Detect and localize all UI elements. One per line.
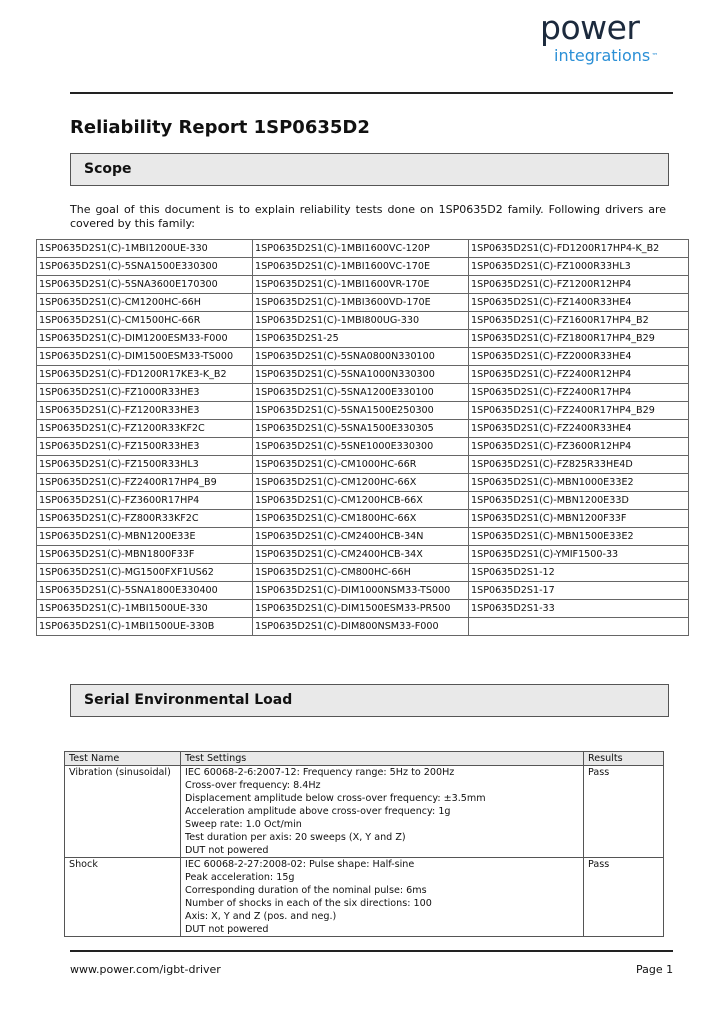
table-row bbox=[37, 420, 689, 438]
driver-cell: 1SP0635D2S1(C)-1MBI1600VR-170E bbox=[253, 276, 469, 294]
test-settings-cell bbox=[181, 858, 584, 937]
table-row bbox=[37, 528, 689, 546]
serial-heading: Serial Environmental Load bbox=[84, 692, 293, 708]
driver-cell: 1SP0635D2S1(C)-FZ1200R33KF2C bbox=[37, 420, 253, 438]
driver-cell: 1SP0635D2S1(C)-CM1200HCB-66X bbox=[253, 492, 469, 510]
column-header-test-name: Test Name bbox=[65, 752, 181, 766]
test-result-cell: Pass bbox=[584, 858, 664, 937]
driver-cell bbox=[469, 618, 689, 636]
drivers-table bbox=[36, 239, 689, 636]
table-row bbox=[37, 384, 689, 402]
driver-cell: 1SP0635D2S1(C)-FZ2400R17HP4_B29 bbox=[469, 402, 689, 420]
driver-cell: 1SP0635D2S1(C)-CM1000HC-66R bbox=[253, 456, 469, 474]
test-setting-line: DUT not powered bbox=[185, 924, 269, 935]
driver-cell: 1SP0635D2S1(C)-5SNA1200E330100 bbox=[253, 384, 469, 402]
table-row bbox=[37, 312, 689, 330]
table-row bbox=[37, 582, 689, 600]
test-setting-line: Peak acceleration: 15g bbox=[185, 872, 295, 883]
driver-cell: 1SP0635D2S1(C)-5SNA1500E250300 bbox=[253, 402, 469, 420]
footer-url: www.power.com/igbt-driver bbox=[70, 963, 221, 976]
test-setting-line: Number of shocks in each of the six directions: 100 bbox=[185, 898, 432, 909]
driver-cell: 1SP0635D2S1(C)-1MBI1600VC-120P bbox=[253, 240, 469, 258]
driver-cell: 1SP0635D2S1(C)-5SNA1800E330400 bbox=[37, 582, 253, 600]
driver-cell: 1SP0635D2S1(C)-DIM800NSM33-F000 bbox=[253, 618, 469, 636]
driver-cell: 1SP0635D2S1(C)-1MBI3600VD-170E bbox=[253, 294, 469, 312]
table-row bbox=[37, 330, 689, 348]
tests-header-row bbox=[65, 752, 664, 766]
driver-cell: 1SP0635D2S1(C)-MG1500FXF1US62 bbox=[37, 564, 253, 582]
table-row bbox=[37, 456, 689, 474]
driver-cell: 1SP0635D2S1(C)-FZ2400R33HE4 bbox=[469, 420, 689, 438]
driver-cell: 1SP0635D2S1(C)-CM2400HCB-34X bbox=[253, 546, 469, 564]
table-row bbox=[37, 492, 689, 510]
serial-section-header bbox=[70, 684, 669, 717]
driver-cell: 1SP0635D2S1(C)-1MBI1600VC-170E bbox=[253, 258, 469, 276]
scope-intro-text: The goal of this document is to explain reliability tests done on 1SP0635D2 family. Following drivers are covered by this family: bbox=[70, 203, 666, 230]
driver-cell: 1SP0635D2S1-25 bbox=[253, 330, 469, 348]
driver-cell: 1SP0635D2S1(C)-MBN1200F33F bbox=[469, 510, 689, 528]
driver-cell: 1SP0635D2S1(C)-FZ1800R17HP4_B29 bbox=[469, 330, 689, 348]
driver-cell: 1SP0635D2S1(C)-CM1800HC-66X bbox=[253, 510, 469, 528]
driver-cell: 1SP0635D2S1-33 bbox=[469, 600, 689, 618]
driver-cell: 1SP0635D2S1(C)-YMIF1500-33 bbox=[469, 546, 689, 564]
table-row bbox=[37, 438, 689, 456]
driver-cell: 1SP0635D2S1(C)-5SNA1000N330300 bbox=[253, 366, 469, 384]
driver-cell: 1SP0635D2S1(C)-FZ2000R33HE4 bbox=[469, 348, 689, 366]
test-setting-line: Corresponding duration of the nominal pulse: 6ms bbox=[185, 885, 427, 896]
driver-cell: 1SP0635D2S1(C)-MBN1800F33F bbox=[37, 546, 253, 564]
header-rule bbox=[70, 92, 673, 94]
driver-cell: 1SP0635D2S1(C)-5SNA1500E330300 bbox=[37, 258, 253, 276]
logo-subtitle: integrations™ bbox=[554, 46, 659, 65]
driver-cell: 1SP0635D2S1(C)-MBN1200E33E bbox=[37, 528, 253, 546]
driver-cell: 1SP0635D2S1(C)-FD1200R17KE3-K_B2 bbox=[37, 366, 253, 384]
test-setting-line: IEC 60068-2-6:2007-12: Frequency range: 5Hz to 200Hz bbox=[185, 767, 455, 778]
table-row bbox=[37, 258, 689, 276]
test-name-cell: Vibration (sinusoidal) bbox=[65, 766, 181, 858]
driver-cell: 1SP0635D2S1(C)-MBN1000E33E2 bbox=[469, 474, 689, 492]
driver-cell: 1SP0635D2S1(C)-FZ1000R33HE3 bbox=[37, 384, 253, 402]
table-row bbox=[65, 858, 664, 937]
driver-cell: 1SP0635D2S1(C)-FZ1600R17HP4_B2 bbox=[469, 312, 689, 330]
driver-cell: 1SP0635D2S1(C)-FZ1200R12HP4 bbox=[469, 276, 689, 294]
driver-cell: 1SP0635D2S1(C)-5SNA3600E170300 bbox=[37, 276, 253, 294]
driver-cell: 1SP0635D2S1(C)-FZ1000R33HL3 bbox=[469, 258, 689, 276]
driver-cell: 1SP0635D2S1(C)-FZ2400R17HP4 bbox=[469, 384, 689, 402]
driver-cell: 1SP0635D2S1(C)-FZ3600R17HP4 bbox=[37, 492, 253, 510]
company-logo bbox=[540, 8, 680, 68]
driver-cell: 1SP0635D2S1(C)-FZ3600R12HP4 bbox=[469, 438, 689, 456]
driver-cell: 1SP0635D2S1(C)-CM2400HCB-34N bbox=[253, 528, 469, 546]
driver-cell: 1SP0635D2S1(C)-FZ2400R17HP4_B9 bbox=[37, 474, 253, 492]
driver-cell: 1SP0635D2S1(C)-CM1200HC-66H bbox=[37, 294, 253, 312]
driver-cell: 1SP0635D2S1(C)-FZ825R33HE4D bbox=[469, 456, 689, 474]
table-row bbox=[37, 276, 689, 294]
table-row bbox=[37, 474, 689, 492]
scope-section-header bbox=[70, 153, 669, 186]
driver-cell: 1SP0635D2S1(C)-CM800HC-66H bbox=[253, 564, 469, 582]
driver-cell: 1SP0635D2S1(C)-DIM1000NSM33-TS000 bbox=[253, 582, 469, 600]
driver-cell: 1SP0635D2S1(C)-FZ1500R33HL3 bbox=[37, 456, 253, 474]
table-row bbox=[37, 240, 689, 258]
test-setting-line: Sweep rate: 1.0 Oct/min bbox=[185, 819, 302, 830]
table-row bbox=[37, 366, 689, 384]
test-setting-line: IEC 60068-2-27:2008-02: Pulse shape: Half-sine bbox=[185, 859, 415, 870]
driver-cell: 1SP0635D2S1(C)-FZ1500R33HE3 bbox=[37, 438, 253, 456]
test-settings-cell bbox=[181, 766, 584, 858]
driver-cell: 1SP0635D2S1(C)-FD1200R17HP4-K_B2 bbox=[469, 240, 689, 258]
scope-heading: Scope bbox=[84, 161, 132, 177]
driver-cell: 1SP0635D2S1(C)-1MBI1500UE-330 bbox=[37, 600, 253, 618]
column-header-results: Results bbox=[584, 752, 664, 766]
driver-cell: 1SP0635D2S1(C)-DIM1500ESM33-PR500 bbox=[253, 600, 469, 618]
driver-cell: 1SP0635D2S1(C)-FZ1400R33HE4 bbox=[469, 294, 689, 312]
page-title: Reliability Report 1SP0635D2 bbox=[70, 117, 370, 138]
driver-cell: 1SP0635D2S1(C)-1MBI1500UE-330B bbox=[37, 618, 253, 636]
test-setting-line: Displacement amplitude below cross-over frequency: ±3.5mm bbox=[185, 793, 486, 804]
driver-cell: 1SP0635D2S1(C)-MBN1500E33E2 bbox=[469, 528, 689, 546]
test-result-cell: Pass bbox=[584, 766, 664, 858]
table-row bbox=[37, 564, 689, 582]
test-setting-line: DUT not powered bbox=[185, 845, 269, 856]
test-name-cell: Shock bbox=[65, 858, 181, 937]
driver-cell: 1SP0635D2S1(C)-5SNA0800N330100 bbox=[253, 348, 469, 366]
table-row bbox=[37, 294, 689, 312]
table-row bbox=[37, 348, 689, 366]
table-row bbox=[37, 600, 689, 618]
logo-wordmark: power bbox=[540, 8, 640, 47]
driver-cell: 1SP0635D2S1(C)-FZ1200R33HE3 bbox=[37, 402, 253, 420]
table-row bbox=[37, 402, 689, 420]
driver-cell: 1SP0635D2S1(C)-1MBI800UG-330 bbox=[253, 312, 469, 330]
test-setting-line: Axis: X, Y and Z (pos. and neg.) bbox=[185, 911, 337, 922]
tests-table bbox=[64, 751, 664, 937]
table-row bbox=[65, 766, 664, 858]
page-number: Page 1 bbox=[636, 963, 674, 976]
driver-cell: 1SP0635D2S1(C)-CM1200HC-66X bbox=[253, 474, 469, 492]
driver-cell: 1SP0635D2S1-12 bbox=[469, 564, 689, 582]
driver-cell: 1SP0635D2S1(C)-MBN1200E33D bbox=[469, 492, 689, 510]
driver-cell: 1SP0635D2S1(C)-DIM1200ESM33-F000 bbox=[37, 330, 253, 348]
driver-cell: 1SP0635D2S1(C)-5SNE1000E330300 bbox=[253, 438, 469, 456]
test-setting-line: Acceleration amplitude above cross-over frequency: 1g bbox=[185, 806, 451, 817]
driver-cell: 1SP0635D2S1(C)-CM1500HC-66R bbox=[37, 312, 253, 330]
driver-cell: 1SP0635D2S1(C)-FZ800R33KF2C bbox=[37, 510, 253, 528]
test-setting-line: Test duration per axis: 20 sweeps (X, Y and Z) bbox=[185, 832, 406, 843]
table-row bbox=[37, 510, 689, 528]
driver-cell: 1SP0635D2S1(C)-FZ2400R12HP4 bbox=[469, 366, 689, 384]
driver-cell: 1SP0635D2S1(C)-1MBI1200UE-330 bbox=[37, 240, 253, 258]
driver-cell: 1SP0635D2S1-17 bbox=[469, 582, 689, 600]
column-header-test-settings: Test Settings bbox=[181, 752, 584, 766]
table-row bbox=[37, 546, 689, 564]
driver-cell: 1SP0635D2S1(C)-5SNA1500E330305 bbox=[253, 420, 469, 438]
driver-cell: 1SP0635D2S1(C)-DIM1500ESM33-TS000 bbox=[37, 348, 253, 366]
footer-rule bbox=[70, 950, 673, 952]
test-setting-line: Cross-over frequency: 8.4Hz bbox=[185, 780, 321, 791]
table-row bbox=[37, 618, 689, 636]
